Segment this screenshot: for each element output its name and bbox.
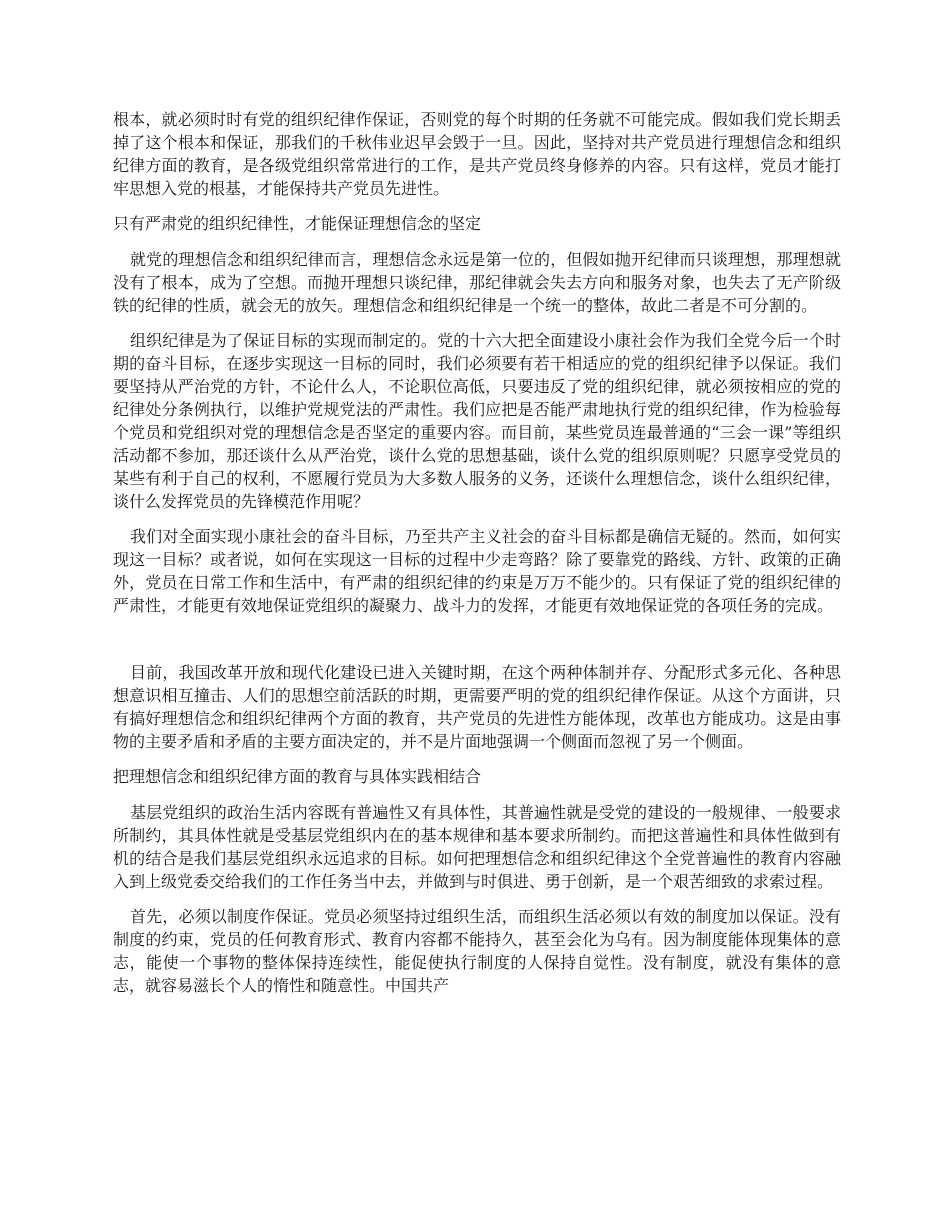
paragraph-7: 首先，必须以制度作保证。党员必须坚持过组织生活，而组织生活必须以有效的制度加以保证。没有制度的约束，党员的任何教育形式、教育内容都不能持久，甚至会化为乌有。因为制度能体现集体的意志，能使一个事物的整体保持连续性，能促使执行制度的人保持自觉性。没有制度，就没有集体的意志，就容易滋长个人的惰性和随意性。中国共产: [113, 907, 841, 995]
paragraph-2: 就党的理想信念和组织纪律而言，理想信念永远是第一位的，但假如抛开纪律而只谈理想，那理想就没有了根本，成为了空想。而抛开理想只谈纪律，那纪律就会失去方向和服务对象，也失去了无产阶级铁的纪律的性质，就会无的放矢。理想信念和组织纪律是一个统一的整体，故此二者是不可分割的。: [113, 250, 841, 315]
paragraph-5: 目前，我国改革开放和现代化建设已进入关键时期，在这个两种体制并存、分配形式多元化、各种思想意识相互撞击、人们的思想空前活跃的时期，更需要严明的党的组织纪律作保证。从这个方面讲，只有搞好理想信念和组织纪律两个方面的教育，共产党员的先进性方能体现，改革也方能成功。这是由事物的主要矛盾和矛盾的主要方面决定的，并不是片面地强调一个侧面而忽视了另一个侧面。: [113, 663, 841, 751]
section-heading-1: 只有严肃党的组织纪律性，才能保证理想信念的坚定: [113, 214, 482, 233]
paragraph-4: 我们对全面实现小康社会的奋斗目标，乃至共产主义社会的奋斗目标都是确信无疑的。然而，如何实现这一目标？或者说，如何在实现这一目标的过程中少走弯路？除了要靠党的路线、方针、政策的正确外，党员在日常工作和生活中，有严肃的组织纪律的约束是万万不能少的。只有保证了党的组织纪律的严肃性，才能更有效地保证党组织的凝聚力、战斗力的发挥，才能更有效地保证党的各项任务的完成。: [113, 527, 841, 615]
blank-spacer: [113, 629, 841, 661]
paragraph-1: 根本，就必须时时有党的组织纪律作保证，否则党的每个时期的任务就不可能完成。假如我们党长期丢掉了这个根本和保证，那我们的千秋伟业迟早会毁于一旦。因此，坚持对共产党员进行理想信念和组织纪律方面的教育，是各级党组织常常进行的工作，是共产党员终身修养的内容。只有这样，党员才能打牢思想入党的根基，才能保持共产党员先进性。: [113, 110, 841, 198]
section-heading-2: 把理想信念和组织纪律方面的教育与具体实践相结合: [113, 767, 482, 786]
paragraph-3: 组织纪律是为了保证目标的实现而制定的。党的十六大把全面建设小康社会作为我们全党今后一个时期的奋斗目标，在逐步实现这一目标的同时，我们必须要有若干相适应的党的组织纪律予以保证。我们要坚持从严治党的方针，不论什么人，不论职位高低，只要违反了党的组织纪律，就必须按相应的党的纪律处分条例执行，以维护党规党法的严肃性。我们应把是否能严肃地执行党的组织纪律，作为检验每个党员和党组织对党的理想信念是否坚定的重要内容。而目前，某些党员连最普通的“三会一课”等组织活动都不参加，那还谈什么从严治党，谈什么党的思想基础，谈什么党的组织原则呢？只愿享受党员的某些有利于自己的权利，不愿履行党员为大多数人服务的义务，还谈什么理想信念，谈什么组织纪律，谈什么发挥党员的先锋模范作用呢？: [113, 331, 841, 511]
paragraph-6: 基层党组织的政治生活内容既有普遍性又有具体性，其普遍性就是受党的建设的一般规律、一般要求所制约，其具体性就是受基层党组织内在的基本规律和基本要求所制约。而把这普遍性和具体性做到有机的结合是我们基层党组织永远追求的目标。如何把理想信念和组织纪律这个全党普遍性的教育内容融入到上级党委交给我们的工作任务当中去，并做到与时俱进、勇于创新，是一个艰苦细致的求索过程。: [113, 803, 841, 891]
document-page: [113, 108, 841, 1009]
